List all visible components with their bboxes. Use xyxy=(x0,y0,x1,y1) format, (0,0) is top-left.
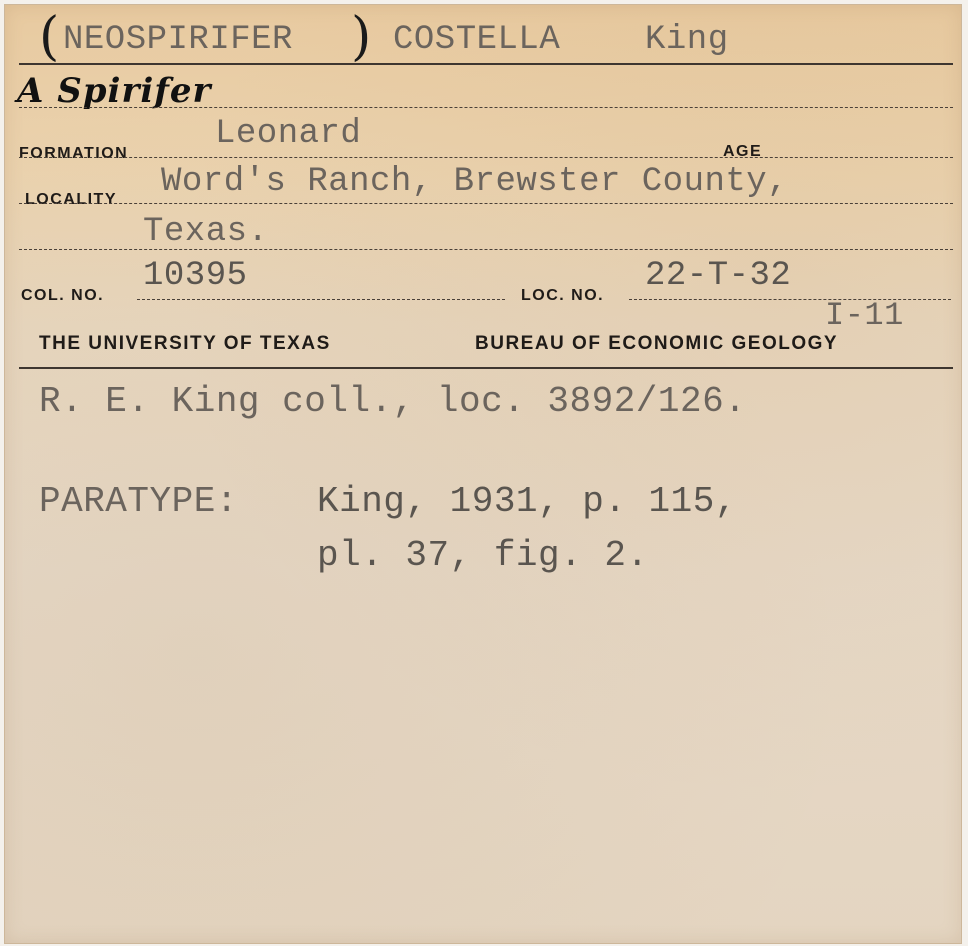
handwritten-genus: A Spirifer xyxy=(17,71,212,111)
specimen-card xyxy=(4,4,962,944)
rule-4 xyxy=(19,203,953,204)
collection-note: R. E. King coll., loc. 3892/126. xyxy=(39,381,747,422)
bureau-name: BUREAU OF ECONOMIC GEOLOGY xyxy=(475,333,839,354)
author-name: King xyxy=(645,21,729,59)
close-paren: ) xyxy=(351,7,372,67)
locality-line-2: Texas. xyxy=(143,213,269,251)
age-label: AGE xyxy=(723,143,763,160)
species-name: COSTELLA xyxy=(393,21,561,59)
genus-typed: NEOSPIRIFER xyxy=(63,21,293,59)
open-paren: ( xyxy=(39,7,60,67)
header-rule xyxy=(19,63,953,65)
loc-no-extra: I-11 xyxy=(825,297,904,334)
formation-value: Leonard xyxy=(215,115,362,153)
rule-3 xyxy=(19,157,953,158)
col-no-label: COL. NO. xyxy=(21,287,105,304)
paratype-ref-line-2: pl. 37, fig. 2. xyxy=(317,535,649,576)
loc-no-value: 22-T-32 xyxy=(645,257,792,295)
institution-rule xyxy=(19,367,953,369)
paratype-label: PARATYPE: xyxy=(39,481,238,522)
rule-5 xyxy=(19,249,953,250)
loc-no-label: LOC. NO. xyxy=(521,287,605,304)
col-no-value: 10395 xyxy=(143,257,248,295)
locality-label: LOCALITY xyxy=(25,191,117,208)
locality-line-1: Word's Ranch, Brewster County, xyxy=(161,163,789,201)
col-no-line xyxy=(137,299,505,300)
paratype-ref-line-1: King, 1931, p. 115, xyxy=(317,481,737,522)
university-name: THE UNIVERSITY OF TEXAS xyxy=(39,333,331,354)
formation-label: FORMATION xyxy=(19,145,129,162)
rule-2 xyxy=(19,107,953,108)
